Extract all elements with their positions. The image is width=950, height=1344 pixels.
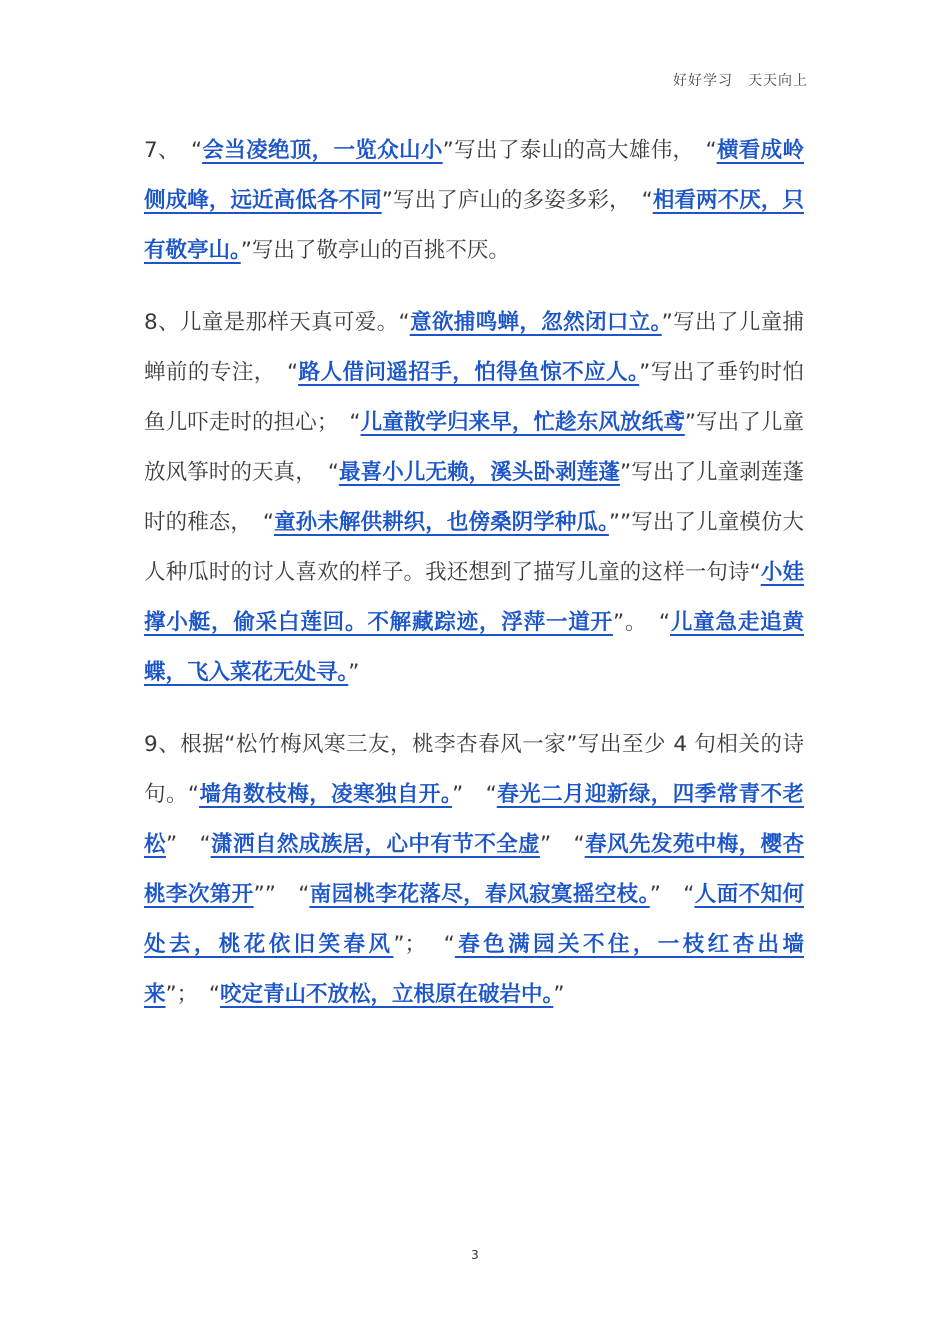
poem-quote: 人面不知何处去，桃花依旧笑春风	[144, 882, 804, 957]
poem-quote: 墙角数枝梅，凌寒独自开。	[199, 782, 453, 807]
poem-quote: 最喜小儿无赖，溪头卧剥莲蓬	[338, 460, 620, 485]
body-text: ”	[348, 660, 360, 685]
poem-quote: 儿童急走追黄蝶，飞入菜花无处寻。	[144, 610, 804, 685]
body-text: ”写出了儿童捕蝉前的专注， “	[144, 310, 804, 385]
poem-quote: 童孙未解供耕织，也傍桑阴学种瓜。	[273, 510, 609, 535]
body-text: ”写出了泰山的高大雄伟， “	[442, 138, 717, 163]
poem-quote: 潇洒自然成族居，心中有节不全虚	[210, 832, 541, 857]
body-text: ”； “	[165, 982, 221, 1007]
paragraph-9	[144, 720, 804, 1020]
body-text: ”写出了庐山的多姿多彩， “	[381, 188, 653, 213]
body-text: 7、 “	[144, 138, 203, 163]
paragraph-8	[144, 298, 804, 698]
body-text: ”。 “	[612, 610, 670, 635]
poem-quote: 儿童散学归来早，忙趁东风放纸鸢	[360, 410, 685, 435]
page-number: 3	[471, 1248, 479, 1262]
poem-quote: 春光二月迎新绿，四季常青不老松	[144, 782, 804, 857]
poem-quote: 南园桃李花落尽，春风寂寞摇空枝。	[309, 882, 650, 907]
body-text: 8、儿童是那样天真可爱。“	[144, 310, 410, 335]
poem-quote: 小娃撑小艇，偷采白莲回。不解藏踪迹，浮萍一道开	[144, 560, 804, 635]
poem-quote: 咬定青山不放松，立根原在破岩中。	[220, 982, 554, 1007]
document-body	[144, 126, 804, 1042]
poem-quote: 相看两不厌，只有敬亭山。	[144, 188, 804, 263]
body-text: ”写出了敬亭山的百挑不厌。	[240, 238, 510, 263]
body-text: ” “	[165, 832, 211, 857]
paragraph-7	[144, 126, 804, 276]
poem-quote: 横看成岭侧成峰，远近高低各不同	[144, 138, 804, 213]
body-text: ”写出了垂钓时怕鱼儿吓走时的担心； “	[144, 360, 805, 435]
page-header: 好好学习 天天向上	[673, 73, 808, 89]
body-text: ”； “	[393, 932, 455, 957]
body-text: ” “	[540, 832, 585, 857]
body-text: ” “	[649, 882, 695, 907]
body-text: ”写出了儿童放风筝时的天真， “	[144, 410, 805, 485]
body-text: ”” “	[253, 882, 310, 907]
poem-quote: 春风先发苑中梅，樱杏桃李次第开	[144, 832, 804, 907]
body-text: ””写出了儿童模仿大人种瓜时的讨人喜欢的样子。我还想到了描写儿童的这样一句诗“	[144, 510, 804, 585]
body-text: ”	[553, 982, 565, 1007]
poem-quote: 意欲捕鸣蝉，忽然闭口立。	[409, 310, 662, 335]
body-text: ” “	[452, 782, 497, 807]
poem-quote: 会当凌绝顶，一览众山小	[202, 138, 443, 163]
body-text: ”写出了儿童剥莲蓬时的稚态， “	[144, 460, 804, 535]
poem-quote: 春色满园关不住，一枝红杏出墙来	[144, 932, 804, 1007]
poem-quote: 路人借问遥招手，怕得鱼惊不应人。	[298, 360, 640, 385]
body-text: 9、根据“松竹梅风寒三友，桃李杏春风一家”写出至少 4 句相关的诗句。“	[144, 732, 804, 807]
